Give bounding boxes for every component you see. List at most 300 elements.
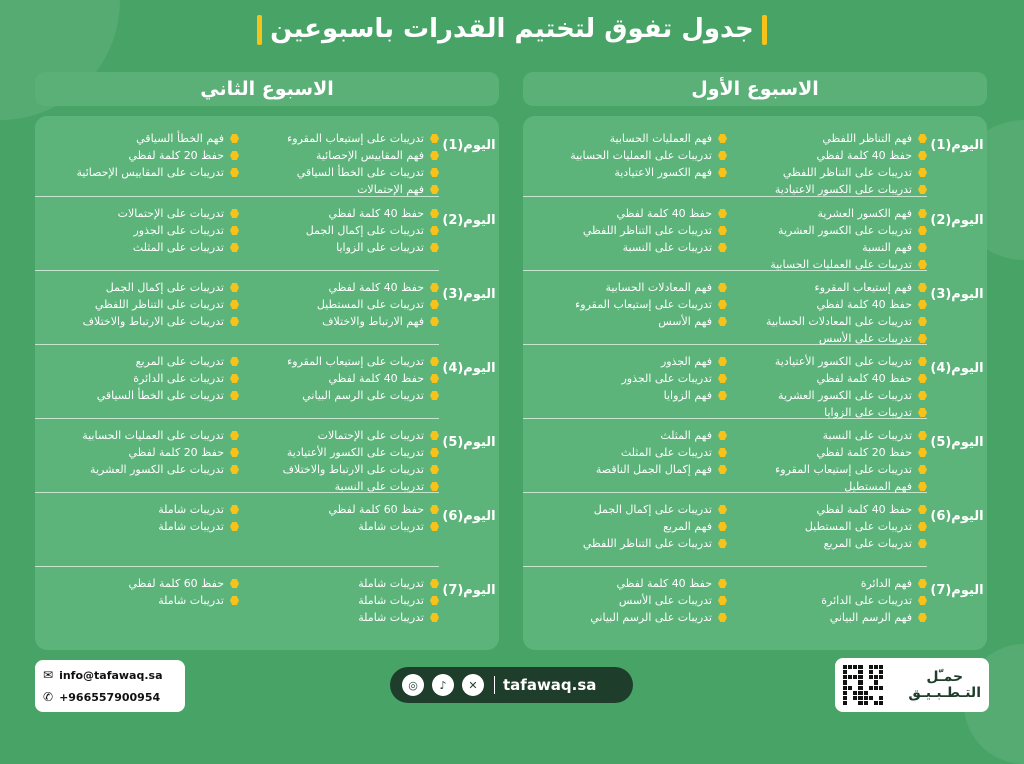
hexagon-bullet-icon [718,151,727,160]
task-item [39,461,239,478]
task-column-right [727,353,927,418]
hexagon-bullet-icon [230,431,239,440]
task-text: تدريبات على التناظر اللفظي [582,537,712,550]
hexagon-bullet-icon [918,613,927,622]
title-accent-bar [762,15,767,45]
hexagon-bullet-icon [918,482,927,491]
task-text: فهم الإحتمالات [357,183,424,196]
task-text: تدريبات شاملة [158,520,224,533]
hexagon-bullet-icon [430,465,439,474]
task-column-right [239,130,439,196]
task-item [527,279,727,296]
day-row [523,122,987,196]
task-column-left [39,353,239,418]
task-text: تدريبات على المعادلات الحسابية [765,315,912,328]
task-text: تدريبات على الرسم البياني [590,611,712,624]
task-text: فهم المقاييس الإحصائية [315,149,424,162]
hexagon-bullet-icon [918,408,927,417]
day-row [35,566,496,640]
hexagon-bullet-icon [918,134,927,143]
task-item [527,296,727,313]
task-text: تدريبات على العمليات الحسابية [82,429,224,442]
task-column-right [727,427,927,492]
page-title-wrap [0,14,1024,45]
task-item [727,387,927,404]
task-item [727,444,927,461]
hexagon-bullet-icon [430,391,439,400]
task-column-right [727,501,927,566]
task-text: تدريبات على المستطيل [804,520,912,533]
task-text: تدريبات على الكسور الاعتيادية [774,183,912,196]
task-text: فهم الكسور الاعتيادية [614,166,712,179]
task-item [239,370,439,387]
day-label: اليوم(1) [930,138,984,153]
hexagon-bullet-icon [918,317,927,326]
task-item [39,427,239,444]
task-column-left [39,130,239,196]
task-item [39,222,239,239]
email-text: info@tafawaq.sa [59,668,163,682]
task-text: حفظ 40 كلمة لفظي [616,207,712,220]
hexagon-bullet-icon [230,300,239,309]
task-item [527,239,727,256]
task-item [239,313,439,330]
contact-card [35,660,185,712]
task-text: حفظ 40 كلمة لفظي [816,149,912,162]
task-item [39,575,239,592]
hexagon-bullet-icon [430,448,439,457]
task-item [39,518,239,535]
hexagon-bullet-icon [230,134,239,143]
day-row [523,566,984,640]
hexagon-bullet-icon [430,505,439,514]
hexagon-bullet-icon [718,226,727,235]
hexagon-bullet-icon [430,613,439,622]
hexagon-bullet-icon [230,357,239,366]
task-item [727,130,927,147]
hexagon-bullet-icon [718,448,727,457]
task-text: فهم المثلث [660,429,712,442]
hexagon-bullet-icon [430,522,439,531]
task-text: تدريبات على الزوايا [336,241,424,254]
hexagon-bullet-icon [718,317,727,326]
task-item [239,501,439,518]
hexagon-bullet-icon [430,134,439,143]
app-download-line2: التـطـبـيـق [908,685,981,701]
task-item [527,353,727,370]
task-item [527,518,727,535]
task-text: حفظ 20 كلمة لفظي [128,446,224,459]
task-text: تدريبات على إكمال الجمل [305,224,424,237]
task-column-left [39,501,239,566]
task-text: فهم الجذور [660,355,712,368]
day-label: اليوم(7) [930,583,984,598]
task-text: فهم الرسم البياني [829,611,912,624]
task-column-left [39,205,239,270]
task-text: تدريبات على التناظر اللفظي [782,166,912,179]
task-item [727,239,927,256]
task-item [527,164,727,181]
hexagon-bullet-icon [230,168,239,177]
hexagon-bullet-icon [718,357,727,366]
day-label: اليوم(4) [442,361,496,376]
hexagon-bullet-icon [918,168,927,177]
day-row [523,418,984,493]
hexagon-bullet-icon [230,465,239,474]
task-text: تدريبات على إستيعاب المقروء [575,298,712,311]
task-text: تدريبات على التناظر اللفظي [94,298,224,311]
week-schedule-card [523,116,987,650]
task-item [727,461,927,478]
day-row [35,196,496,270]
task-item [239,575,439,592]
hexagon-bullet-icon [918,374,927,383]
hexagon-bullet-icon [230,448,239,457]
task-text: حفظ 40 كلمة لفظي [616,577,712,590]
hexagon-bullet-icon [718,374,727,383]
hexagon-bullet-icon [430,482,439,491]
task-text: فهم الزوايا [663,389,712,402]
task-text: تدريبات على النسبة [334,480,424,493]
hexagon-bullet-icon [918,357,927,366]
task-item [39,370,239,387]
task-text: تدريبات على الخطأ السياقي [296,166,424,179]
hexagon-bullet-icon [430,209,439,218]
day-label: اليوم(1) [442,138,496,153]
social-bar [390,667,633,703]
task-item [727,353,927,370]
hexagon-bullet-icon [918,226,927,235]
task-text: تدريبات شاملة [358,520,424,533]
task-item [727,501,927,518]
task-column-right [239,353,439,418]
task-text: فهم الدائرة [860,577,912,590]
instagram-icon[interactable]: ◎ [402,674,424,696]
task-column-right [727,279,927,344]
hexagon-bullet-icon [918,334,927,343]
hexagon-bullet-icon [230,151,239,160]
task-column-right [727,130,927,196]
task-item [527,575,727,592]
task-item [239,205,439,222]
divider [494,676,495,694]
day-label: اليوم(6) [442,509,496,524]
task-text: تدريبات على الكسور العشرية [778,389,912,402]
task-text: تدريبات شاملة [158,594,224,607]
task-item [527,592,727,609]
hexagon-bullet-icon [230,374,239,383]
day-row [35,122,499,196]
task-item [727,609,927,626]
task-column-left [39,427,239,492]
task-column-right [239,205,439,270]
task-text: تدريبات على الكسور العشرية [778,224,912,237]
hexagon-bullet-icon [918,243,927,252]
task-item [527,444,727,461]
hexagon-bullet-icon [718,243,727,252]
task-item [39,239,239,256]
task-text: تدريبات على المربع [135,355,224,368]
hexagon-bullet-icon [718,168,727,177]
task-item [727,313,927,330]
website-link[interactable]: tafawaq.sa [503,676,597,694]
tiktok-icon[interactable]: ♪ [432,674,454,696]
hexagon-bullet-icon [718,134,727,143]
hexagon-bullet-icon [230,505,239,514]
task-text: تدريبات على الدائرة [133,372,224,385]
task-text: فهم المعادلات الحسابية [605,281,712,294]
task-text: تدريبات على إكمال الجمل [105,281,224,294]
hexagon-bullet-icon [430,185,439,194]
task-column-left [527,501,727,566]
task-item [239,296,439,313]
hexagon-bullet-icon [430,283,439,292]
hexagon-bullet-icon [430,168,439,177]
hexagon-bullet-icon [718,539,727,548]
task-text: حفظ 40 كلمة لفظي [328,372,424,385]
task-item [527,313,727,330]
task-item [727,592,927,609]
task-item [239,353,439,370]
task-text: فهم إستيعاب المقروء [814,281,912,294]
hexagon-bullet-icon [430,243,439,252]
task-text: حفظ 40 كلمة لفظي [816,372,912,385]
task-text: تدريبات شاملة [358,611,424,624]
hexagon-bullet-icon [430,596,439,605]
task-item [39,296,239,313]
task-text: فهم الارتباط والاختلاف [322,315,424,328]
task-text: تدريبات على إكمال الجمل [593,503,712,516]
hexagon-bullet-icon [230,391,239,400]
task-item [39,592,239,609]
task-text: حفظ 40 كلمة لفظي [328,281,424,294]
hexagon-bullet-icon [918,260,927,269]
task-item [527,387,727,404]
hexagon-bullet-icon [918,579,927,588]
task-text: حفظ 20 كلمة لفظي [128,149,224,162]
task-text: تدريبات على الجذور [133,224,224,237]
task-item [727,164,927,181]
task-column-left [527,130,727,196]
hexagon-bullet-icon [230,283,239,292]
task-text: تدريبات على العمليات الحسابية [770,258,912,271]
task-text: تدريبات على إستيعاب المقروء [775,463,912,476]
hexagon-bullet-icon [718,431,727,440]
task-text: فهم النسبة [862,241,912,254]
task-item [239,164,439,181]
day-label: اليوم(2) [442,213,496,228]
task-text: تدريبات على الارتباط والاختلاف [82,315,224,328]
task-column-left [39,279,239,344]
task-item [527,609,727,626]
week-header: الاسبوع الثاني [35,72,499,106]
task-column-right [239,279,439,344]
task-column-right [239,427,439,492]
hexagon-bullet-icon [230,596,239,605]
task-text: تدريبات على التناظر اللفظي [582,224,712,237]
mail-icon: ✉ [43,668,54,682]
task-item [727,575,927,592]
hexagon-bullet-icon [430,431,439,440]
task-text: تدريبات على المستطيل [316,298,424,311]
hexagon-bullet-icon [918,300,927,309]
task-text: تدريبات على الأسس [618,594,712,607]
task-item [527,205,727,222]
hexagon-bullet-icon [430,374,439,383]
task-text: تدريبات شاملة [158,503,224,516]
task-text: حفظ 60 كلمة لفظي [128,577,224,590]
task-column-left [527,353,727,418]
task-text: فهم الخطأ السياقي [136,132,224,145]
task-item [527,461,727,478]
task-item [39,205,239,222]
hexagon-bullet-icon [230,226,239,235]
hexagon-bullet-icon [918,465,927,474]
task-text: تدريبات على الأسس [818,332,912,345]
task-text: تدريبات على الارتباط والاختلاف [282,463,424,476]
hexagon-bullet-icon [718,300,727,309]
task-text: تدريبات على الإحتمالات [317,429,424,442]
day-row [523,270,984,345]
hexagon-bullet-icon [718,391,727,400]
task-text: حفظ 40 كلمة لفظي [328,207,424,220]
task-column-right [239,501,439,566]
hexagon-bullet-icon [918,185,927,194]
task-item [527,130,727,147]
task-item [239,279,439,296]
day-label: اليوم(6) [930,509,984,524]
app-download-line1: حمـّل [926,669,964,685]
task-text: فهم المربع [663,520,712,533]
task-item [727,535,927,552]
hexagon-bullet-icon [918,522,927,531]
task-item [727,370,927,387]
day-row [35,418,496,493]
task-item [239,444,439,461]
task-column-left [527,427,727,492]
task-item [527,427,727,444]
hexagon-bullet-icon [918,209,927,218]
x-icon[interactable]: ✕ [462,674,484,696]
task-text: حفظ 40 كلمة لفظي [816,298,912,311]
day-row [35,270,496,344]
task-text: فهم الأسس [658,315,712,328]
hexagon-bullet-icon [430,300,439,309]
task-text: تدريبات على الجذور [621,372,712,385]
hexagon-bullet-icon [718,209,727,218]
task-text: فهم التناظر اللفظي [822,132,912,145]
task-item [39,130,239,147]
day-row [35,344,496,418]
task-text: تدريبات على الزوايا [824,406,912,419]
task-text: تدريبات على الخطأ السياقي [96,389,224,402]
day-label: اليوم(5) [930,435,984,450]
task-text: فهم إكمال الجمل الناقصة [595,463,712,476]
task-item [727,147,927,164]
day-label: اليوم(5) [442,435,496,450]
hexagon-bullet-icon [918,431,927,440]
whatsapp-icon: ✆ [43,690,54,704]
task-text: فهم الكسور العشرية [817,207,912,220]
week-header: الاسبوع الأول [523,72,987,106]
app-download-card[interactable] [835,658,989,712]
task-item [39,501,239,518]
day-label: اليوم(2) [930,213,984,228]
hexagon-bullet-icon [230,317,239,326]
day-label: اليوم(4) [930,361,984,376]
hexagon-bullet-icon [430,226,439,235]
task-item [527,501,727,518]
day-row [523,196,984,271]
task-text: تدريبات على الكسور الأعتيادية [286,446,424,459]
hexagon-bullet-icon [430,579,439,588]
phone-text: +966557900954 [59,690,161,704]
task-text: تدريبات على إستيعاب المقروء [287,355,424,368]
task-text: حفظ 60 كلمة لفظي [328,503,424,516]
day-label: اليوم(7) [442,583,496,598]
week-two-section [35,72,499,650]
task-item [239,518,439,535]
task-text: تدريبات على إستيعاب المقروء [287,132,424,145]
task-item [727,279,927,296]
task-text: تدريبات على المربع [823,537,912,550]
hexagon-bullet-icon [918,448,927,457]
hexagon-bullet-icon [718,283,727,292]
task-item [39,147,239,164]
hexagon-bullet-icon [230,522,239,531]
task-item [239,592,439,609]
task-column-right [727,575,927,640]
task-text: فهم العمليات الحسابية [609,132,712,145]
task-item [39,313,239,330]
task-text: تدريبات شاملة [358,577,424,590]
hexagon-bullet-icon [718,522,727,531]
task-column-left [39,575,239,640]
task-text: فهم المستطيل [844,480,912,493]
qr-code[interactable] [843,665,883,705]
task-item [39,387,239,404]
task-text: تدريبات على الإحتمالات [117,207,224,220]
title-accent-bar [257,15,262,45]
hexagon-bullet-icon [918,151,927,160]
hexagon-bullet-icon [718,579,727,588]
day-label: اليوم(3) [930,287,984,302]
task-text: تدريبات على الرسم البياني [302,389,424,402]
task-column-right [239,575,439,640]
hexagon-bullet-icon [918,539,927,548]
task-item [239,239,439,256]
task-item [527,222,727,239]
task-item [239,222,439,239]
email-row[interactable] [43,664,177,686]
task-column-left [527,279,727,344]
task-item [39,164,239,181]
task-item [527,535,727,552]
phone-row[interactable] [43,686,177,708]
hexagon-bullet-icon [918,596,927,605]
task-column-right [727,205,927,270]
hexagon-bullet-icon [230,579,239,588]
task-item [239,427,439,444]
task-item [239,147,439,164]
hexagon-bullet-icon [918,391,927,400]
task-text: تدريبات على المثلث [132,241,224,254]
task-item [727,205,927,222]
week-one-section [523,72,987,650]
task-text: تدريبات على العمليات الحسابية [570,149,712,162]
task-text: تدريبات على النسبة [622,241,712,254]
task-item [39,353,239,370]
